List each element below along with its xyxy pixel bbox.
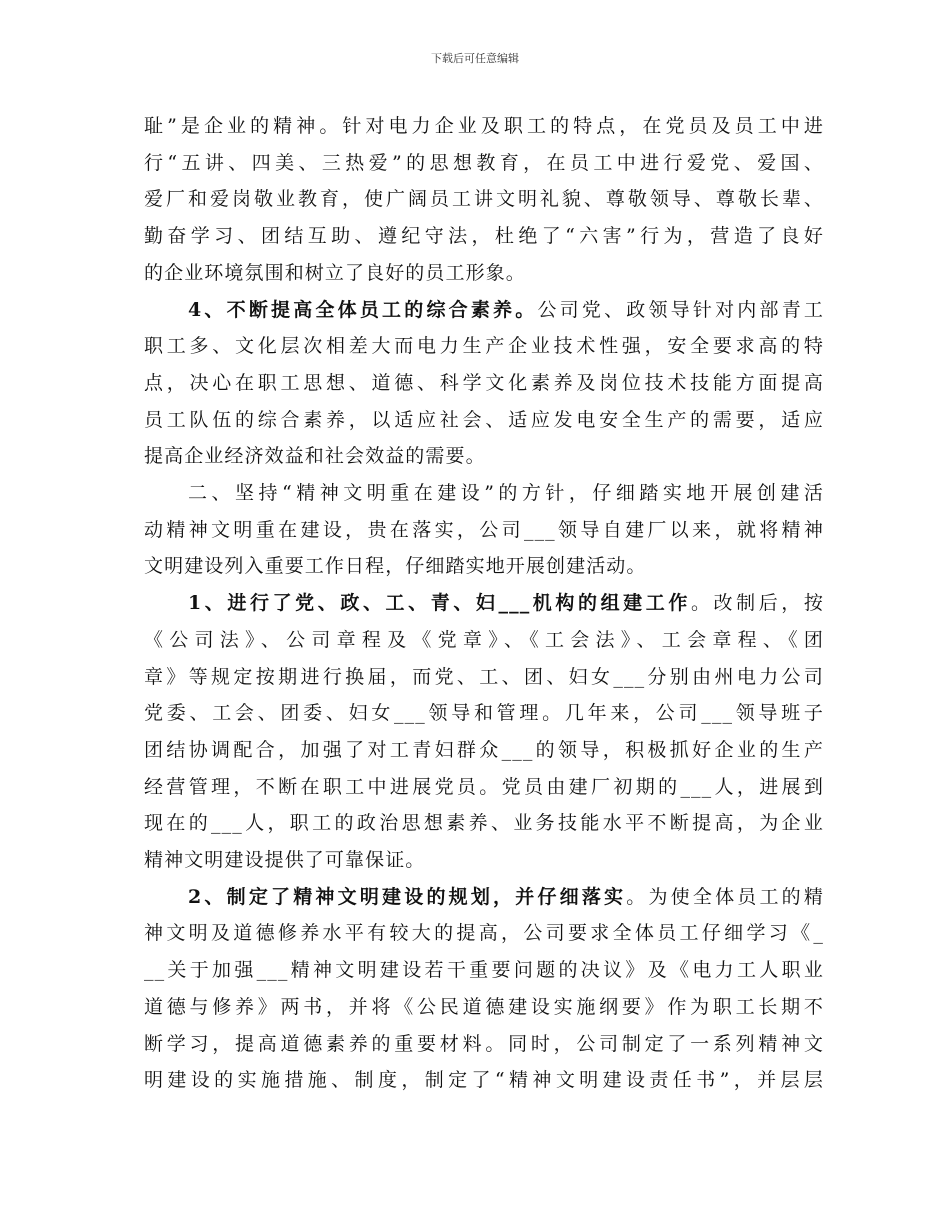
text-line: 经营管理，不断在职工中进展党员。党员由建厂初期的___人，进展到 xyxy=(144,775,824,798)
paragraph-5 xyxy=(144,879,824,1099)
paragraph-3 xyxy=(144,475,824,585)
text-line: 精神文明建设提供了可靠保证。 xyxy=(144,849,426,872)
text-line: 现在的___人，职工的政治思想素养、业务技能水平不断提高，为企业 xyxy=(144,812,824,835)
document-body xyxy=(144,108,824,1099)
text-line: __关于加强___精神文明建设若干重要问题的决议》及《电力工人职业 xyxy=(144,959,824,982)
text-line: 点，决心在职工思想、道德、科学文化素养及岗位技术技能方面提高 xyxy=(144,371,824,394)
text-line: 勤奋学习、团结互助、遵纪守法，杜绝了“六害”行为，营造了良好 xyxy=(144,225,824,248)
text-line: 职工多、文化层次相差大而电力生产企业技术性强，安全要求高的特 xyxy=(144,335,824,358)
text-line: 爱厂和爱岗敬业教育，使广阔员工讲文明礼貌、尊敬领导、尊敬长辈、 xyxy=(144,188,824,211)
text-line: 文明建设列入重要工作日程，仔细踏实地开展创建活动。 xyxy=(144,555,647,578)
text-line xyxy=(144,292,824,329)
text-line: 章》等规定按期进行换届，而党、工、团、妇女___分别由州电力公司 xyxy=(144,665,824,688)
text-line: 动精神文明重在建设，贵在落实，公司___领导自建厂以来，就将精神 xyxy=(144,518,824,541)
text-line xyxy=(144,585,824,622)
text-line: 团结协调配合，加强了对工青妇群众___的领导，积极抓好企业的生产 xyxy=(144,738,824,761)
text-line: 明建设的实施措施、制度，制定了“精神文明建设责任书”，并层层 xyxy=(144,1069,824,1092)
text-line: 神文明及道德修养水平有较大的提高，公司要求全体员工仔细学习《_ xyxy=(144,922,824,945)
section-heading: 1、进行了党、政、工、青、妇___机构的组建工作 xyxy=(188,592,691,615)
text-run: 公司党、政领导针对内部青工 xyxy=(537,298,824,321)
paragraph-1 xyxy=(144,108,824,292)
text-run: 。为使全体员工的精 xyxy=(626,885,824,908)
paragraph-2 xyxy=(144,292,824,476)
text-line: 道德与修养》两书，并将《公民道德建设实施纲要》作为职工长期不 xyxy=(144,995,824,1018)
section-heading: 4、不断提高全体员工的综合素养。 xyxy=(188,298,538,321)
text-line: 耻”是企业的精神。针对电力企业及职工的特点，在党员及员工中进 xyxy=(144,115,824,137)
page-header: 下载后可任意编辑 xyxy=(431,52,519,65)
text-line: 《公司法》、公司章程及《党章》、《工会法》、工会章程、《团 xyxy=(144,628,824,651)
text-line: 二、坚持“精神文明重在建设”的方针，仔细踏实地开展创建活 xyxy=(188,482,824,505)
text-line: 断学习，提高道德素养的重要材料。同时，公司制定了一系列精神文 xyxy=(144,1032,824,1055)
text-run: 。改制后，按 xyxy=(690,592,824,615)
text-line: 的企业环境氛围和树立了良好的员工形象。 xyxy=(144,261,526,284)
text-line: 提高企业经济效益和社会效益的需要。 xyxy=(144,445,486,468)
paragraph-4 xyxy=(144,585,824,879)
text-line: 员工队伍的综合素养，以适应社会、适应发电安全生产的需要，适应 xyxy=(144,408,824,431)
text-line: 党委、工会、团委、妇女___领导和管理。几年来，公司___领导班子 xyxy=(144,702,824,725)
text-line: 行“五讲、四美、三热爱”的思想教育，在员工中进行爱党、爱国、 xyxy=(144,151,824,174)
section-heading: 2、制定了精神文明建设的规划，并仔细落实 xyxy=(188,885,627,908)
text-line xyxy=(144,879,824,916)
